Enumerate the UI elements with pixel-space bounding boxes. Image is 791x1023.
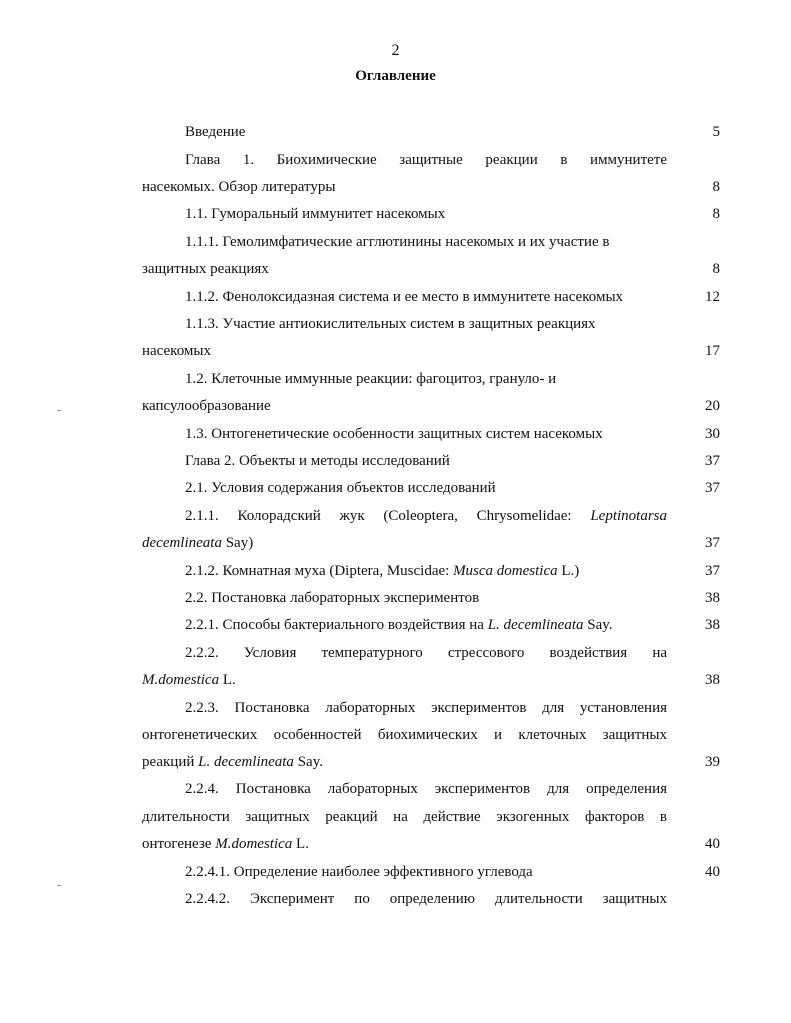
toc-line: 1.1.2. Фенолоксидазная система и ее место в иммунитете насекомых — [185, 289, 624, 305]
toc-page-number: 38 — [705, 617, 720, 633]
toc-text: онтогенезе — [142, 836, 216, 852]
toc-line: 2.2.2. Условия температурного стрессового воздействия на — [185, 645, 667, 661]
toc-line: Введение — [185, 124, 246, 140]
toc-page-number: 39 — [705, 754, 720, 770]
toc-page-number: 30 — [705, 426, 720, 442]
toc-line — [142, 670, 667, 690]
toc-line: 2.1. Условия содержания объектов исследований — [185, 480, 496, 496]
toc-page-number: 8 — [712, 206, 720, 222]
toc-italic-text: decemlineata — [142, 535, 222, 551]
toc-line — [142, 752, 667, 772]
toc-text: реакций — [142, 754, 199, 770]
toc-italic-text: Musca domestica — [453, 563, 558, 579]
toc-line — [185, 506, 667, 526]
toc-italic-text: L. decemlineata — [198, 754, 294, 770]
toc-line: 1.1.3. Участие антиокислительных систем в защитных реакциях — [185, 316, 596, 332]
toc-page-number: 37 — [705, 480, 720, 496]
toc-line — [185, 561, 667, 581]
toc-line: 1.3. Онтогенетические особенности защитных систем насекомых — [185, 426, 603, 442]
toc-text: 2.2.1. Способы бактериального воздействия на — [185, 617, 488, 633]
toc-italic-text: L. decemlineata — [487, 617, 584, 633]
toc-italic-text: M.domestica — [142, 672, 220, 688]
toc-line: 2.2.3. Постановка лабораторных экспериментов для установления — [185, 700, 667, 716]
toc-text: L.) — [557, 563, 580, 579]
toc-text: L. — [219, 672, 236, 688]
toc-page-number: 40 — [705, 836, 720, 852]
toc-page-number: 8 — [712, 261, 720, 277]
toc-line: длительности защитных реакций на действие экзогенных факторов в — [142, 809, 667, 825]
toc-italic-text: Leptinotarsa — [590, 508, 667, 524]
page-number: 2 — [391, 42, 400, 59]
toc-line: насекомых. Обзор литературы — [142, 179, 336, 195]
toc-line: насекомых — [142, 343, 211, 359]
toc-line: капсулообразование — [142, 398, 271, 414]
toc-line — [142, 834, 667, 854]
toc-line — [142, 533, 667, 553]
toc-line: 2.2.4. Постановка лабораторных экспериментов для определения — [185, 781, 667, 797]
toc-italic-text: M.domestica — [215, 836, 293, 852]
toc-page-number: 37 — [705, 535, 720, 551]
toc-text: L. — [292, 836, 309, 852]
toc-line — [185, 615, 667, 635]
toc-line: 2.2.4.2. Эксперимент по определению длительности защитных — [185, 891, 667, 907]
toc-page-number: 5 — [712, 124, 720, 140]
toc-page-number: 37 — [705, 563, 720, 579]
toc-line: Глава 2. Объекты и методы исследований — [185, 453, 450, 469]
toc-page-number: 40 — [705, 864, 720, 880]
scan-mark — [57, 410, 61, 411]
toc-line: 1.2. Клеточные иммунные реакции: фагоцитоз, грануло- и — [185, 371, 557, 387]
toc-page-number: 12 — [705, 289, 720, 305]
toc-line: 1.1. Гуморальный иммунитет насекомых — [185, 206, 446, 222]
toc-page-number: 20 — [705, 398, 720, 414]
toc-text: Say. — [293, 754, 323, 770]
toc-text: 2.1.1. Колорадский жук (Coleoptera, Chrysomelidae: — [185, 508, 591, 524]
page-title: Оглавление — [355, 68, 436, 84]
toc-text: 2.1.2. Комнатная муха (Diptera, Muscidae: — [185, 563, 454, 579]
toc-line: онтогенетических особенностей биохимических и клеточных защитных — [142, 727, 667, 743]
toc-line: 2.2.4.1. Определение наиболее эффективного углевода — [185, 864, 533, 880]
toc-page-number: 38 — [705, 672, 720, 688]
toc-page-number: 17 — [705, 343, 720, 359]
toc-text: Say. — [583, 617, 613, 633]
toc-line: 1.1.1. Гемолимфатические агглютинины насекомых и их участие в — [185, 234, 610, 250]
toc-line: защитных реакциях — [142, 261, 269, 277]
scan-mark — [57, 885, 61, 886]
toc-text: Say) — [221, 535, 254, 551]
toc-line: Глава 1. Биохимические защитные реакции в иммунитете — [185, 152, 667, 168]
toc-page-number: 8 — [712, 179, 720, 195]
toc-page-number: 38 — [705, 590, 720, 606]
toc-line: 2.2. Постановка лабораторных экспериментов — [185, 590, 480, 606]
toc-page-number: 37 — [705, 453, 720, 469]
